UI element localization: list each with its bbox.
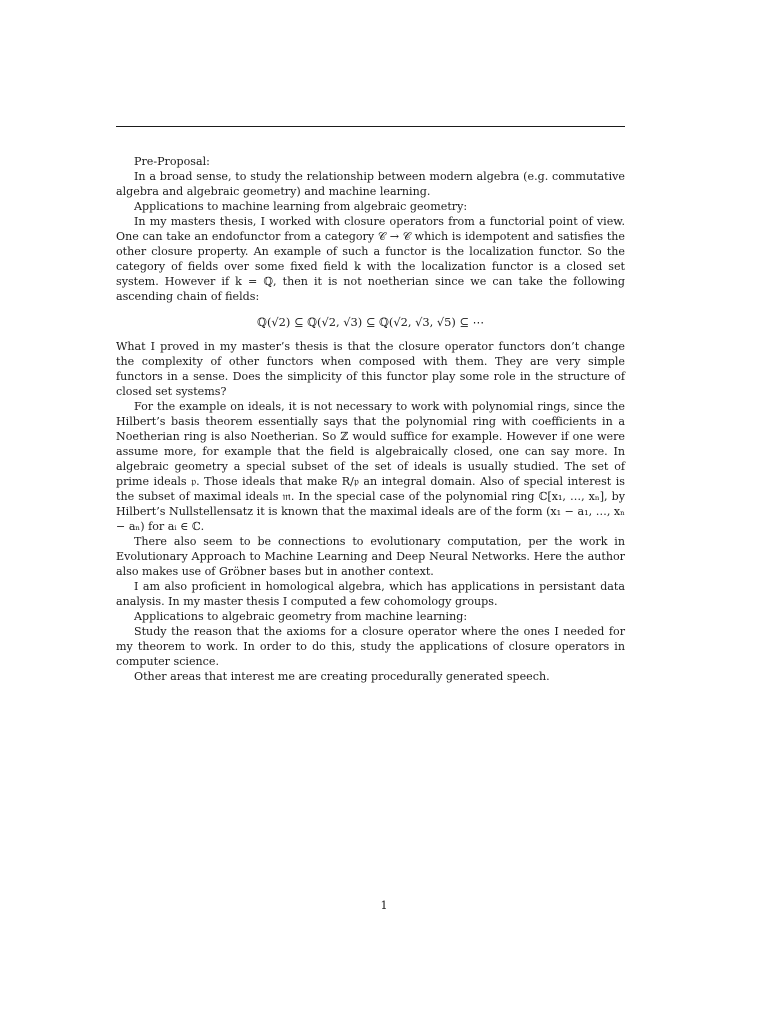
paragraph-broad-sense: In a broad sense, to study the relationship between modern algebra (e.g. commutative algebra and algebraic geometry) and machine learning.	[116, 170, 625, 198]
applications-ag-heading: Applications to algebraic geometry from machine learning:	[134, 610, 468, 623]
document-body	[116, 154, 625, 684]
paragraph-evolutionary: There also seem to be connections to evolutionary computation, per the work in Evolutionary Approach to Machine Learning and Deep Neural Networks. Here the author also makes use of Gröbner bases but in another context.	[116, 535, 625, 578]
top-rule	[116, 126, 625, 127]
paragraph-what-i-proved: What I proved in my master’s thesis is that the closure operator functors don’t change the complexity of other functors when composed with them. They are very simple functors in a sense. Does the simplicity of this functor play some role in the structure of closed set systems?	[116, 340, 625, 398]
paragraph-ideals: For the example on ideals, it is not necessary to work with polynomial rings, since the Hilbert’s basis theorem essentially says that the polynomial ring with coefficients in a Noetherian ring is also Noetherian. So ℤ would suffice for example. However if one were assume more, for example that the field is algebraically closed, one can say more. In algebraic geometry a special subset of the set of ideals is usually studied. The set of prime ideals 𝔭. Those ideals that make R/𝔭 an integral domain. Also of special interest is the subset of maximal ideals 𝔪. In the special case of the polynomial ring ℂ[x₁, …, xₙ], by Hilbert’s Nullstellensatz it is known that the maximal ideals are of the form (x₁ − a₁, …, xₙ − aₙ) for aᵢ ∈ ℂ.	[116, 400, 625, 533]
ascending-chain-equation: ℚ(√2) ⊆ ℚ(√2, √3) ⊆ ℚ(√2, √3, √5) ⊆ ⋯	[257, 315, 484, 329]
paragraph-other-areas: Other areas that interest me are creating procedurally generated speech.	[134, 670, 550, 683]
paragraph-masters-thesis: In my masters thesis, I worked with closure operators from a functorial point of view. One can take an endofunctor from a category 𝒞 → 𝒞 which is idempotent and satisfies the other closure property. An example of such a functor is the localization functor. So the category of fields over some fixed field k with the localization functor is a closed set system. However if k = ℚ, then it is not noetherian since we can take the following ascending chain of fields:	[116, 215, 625, 303]
page-number: 1	[380, 899, 388, 912]
paragraph-homological: I am also proficient in homological algebra, which has applications in persistant data analysis. In my master thesis I computed a few cohomology groups.	[116, 580, 625, 608]
pre-proposal-heading: Pre-Proposal:	[134, 155, 210, 168]
paragraph-study-reason: Study the reason that the axioms for a closure operator where the ones I needed for my theorem to work. In order to do this, study the applications of closure operators in computer science.	[116, 625, 625, 668]
applications-ml-heading: Applications to machine learning from algebraic geometry:	[134, 200, 468, 213]
